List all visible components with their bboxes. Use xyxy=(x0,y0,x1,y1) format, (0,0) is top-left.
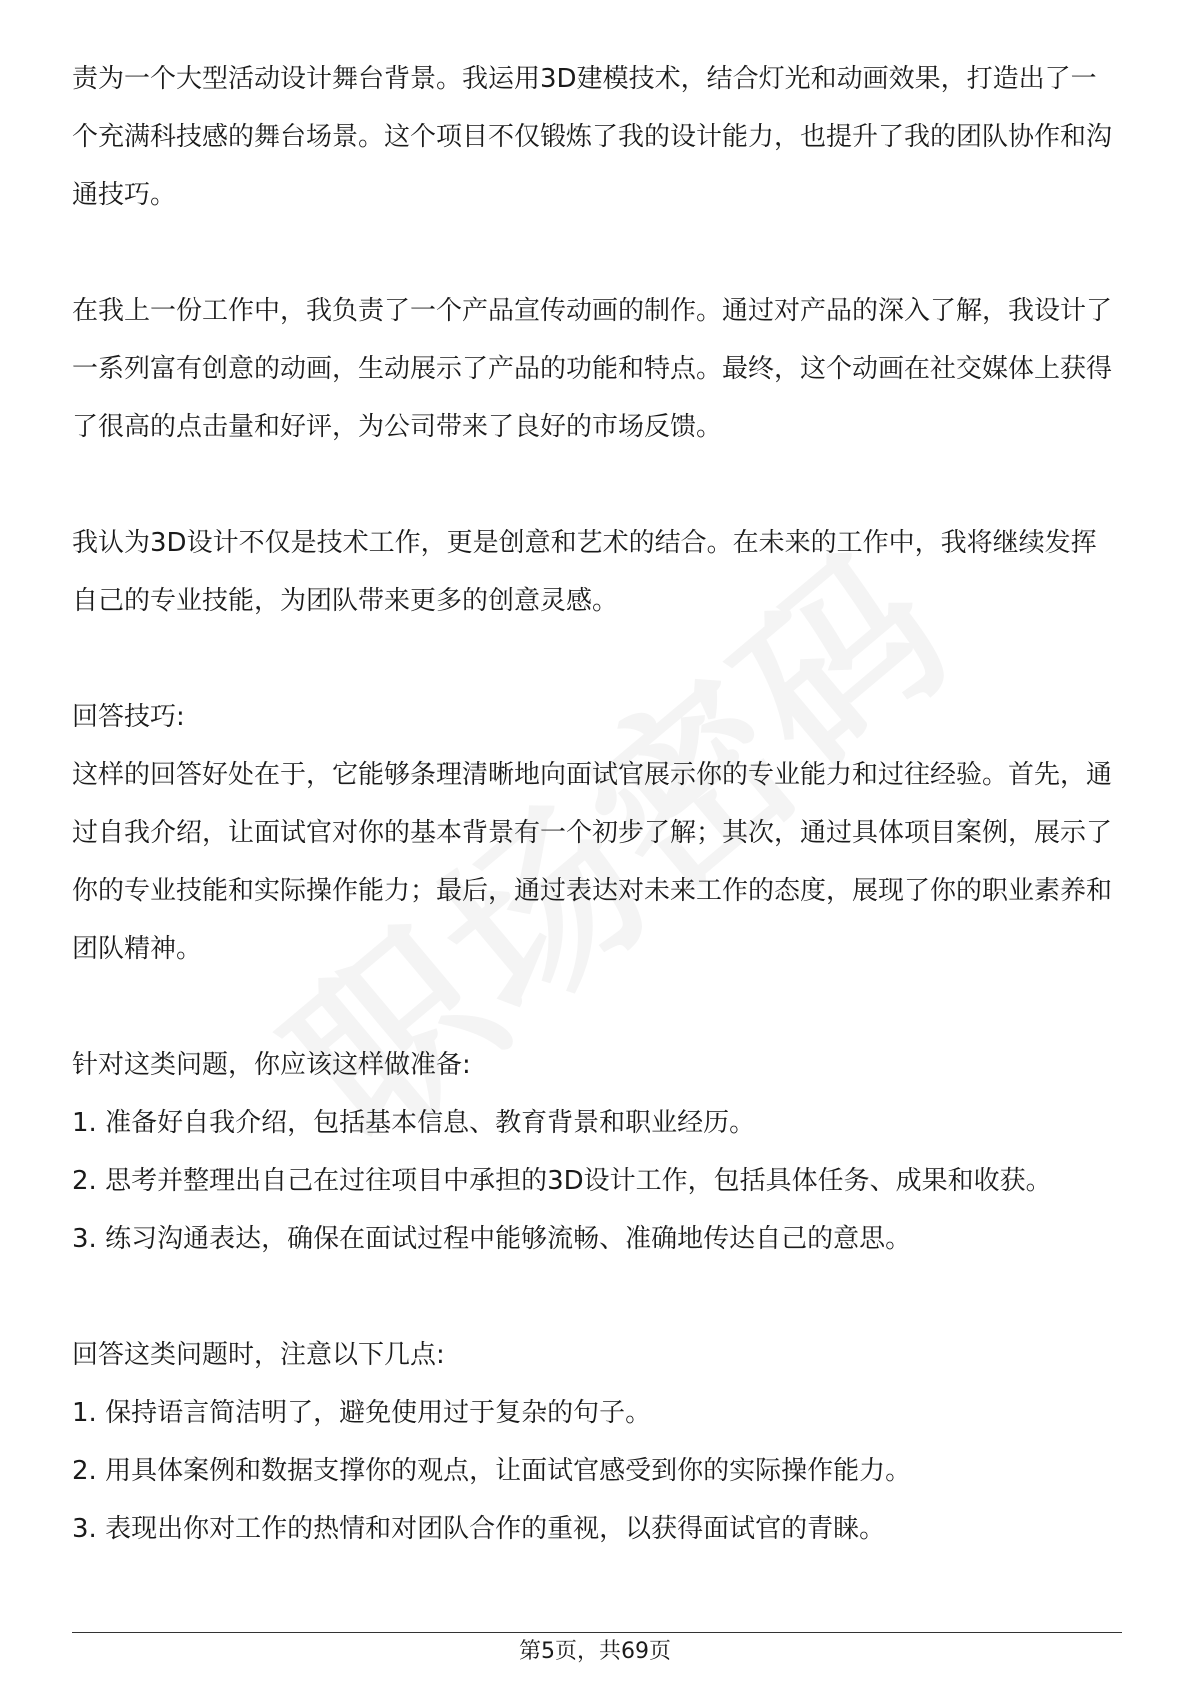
paragraph: 在我上一份工作中，我负责了一个产品宣传动画的制作。通过对产品的深入了解，我设计了一系列富有创意的动画，生动展示了产品的功能和特点。最终，这个动画在社交媒体上获得了很高的点击量和好评，为公司带来了良好的市场反馈。 xyxy=(72,296,1113,442)
list-item: 1. 准备好自我介绍，包括基本信息、教育背景和职业经历。 xyxy=(72,1108,756,1138)
tips-heading: 回答技巧: xyxy=(72,702,185,732)
tips-body: 这样的回答好处在于，它能够条理清晰地向面试官展示你的专业能力和过往经验。首先，通过自我介绍，让面试官对你的基本背景有一个初步了解；其次，通过具体项目案例，展示了你的专业技能和实际操作能力；最后，通过表达对未来工作的态度，展现了你的职业素养和团队精神。 xyxy=(72,760,1113,964)
prepare-section xyxy=(72,1036,1122,1268)
list-item: 3. 表现出你对工作的热情和对团队合作的重视，以获得面试官的青睐。 xyxy=(72,1514,886,1544)
page-number: 第5页，共69页 xyxy=(519,1639,671,1664)
list-item: 3. 练习沟通表达，确保在面试过程中能够流畅、准确地传达自己的意思。 xyxy=(72,1224,912,1254)
list-item: 1. 保持语言简洁明了，避免使用过于复杂的句子。 xyxy=(72,1398,652,1428)
list-item: 2. 思考并整理出自己在过往项目中承担的3D设计工作，包括具体任务、成果和收获。 xyxy=(72,1166,1052,1196)
document-body xyxy=(72,50,1122,1558)
prepare-heading: 针对这类问题，你应该这样做准备: xyxy=(72,1050,471,1080)
tips-section xyxy=(72,688,1122,978)
list-item: 2. 用具体案例和数据支撑你的观点，让面试官感受到你的实际操作能力。 xyxy=(72,1456,912,1486)
notes-heading: 回答这类问题时，注意以下几点: xyxy=(72,1340,445,1370)
notes-section xyxy=(72,1326,1122,1558)
paragraph: 责为一个大型活动设计舞台背景。我运用3D建模技术，结合灯光和动画效果，打造出了一个充满科技感的舞台场景。这个项目不仅锻炼了我的设计能力，也提升了我的团队协作和沟通技巧。 xyxy=(72,64,1113,210)
footer-divider xyxy=(72,1632,1122,1633)
paragraph: 我认为3D设计不仅是技术工作，更是创意和艺术的结合。在未来的工作中，我将继续发挥自己的专业技能，为团队带来更多的创意灵感。 xyxy=(72,528,1097,616)
